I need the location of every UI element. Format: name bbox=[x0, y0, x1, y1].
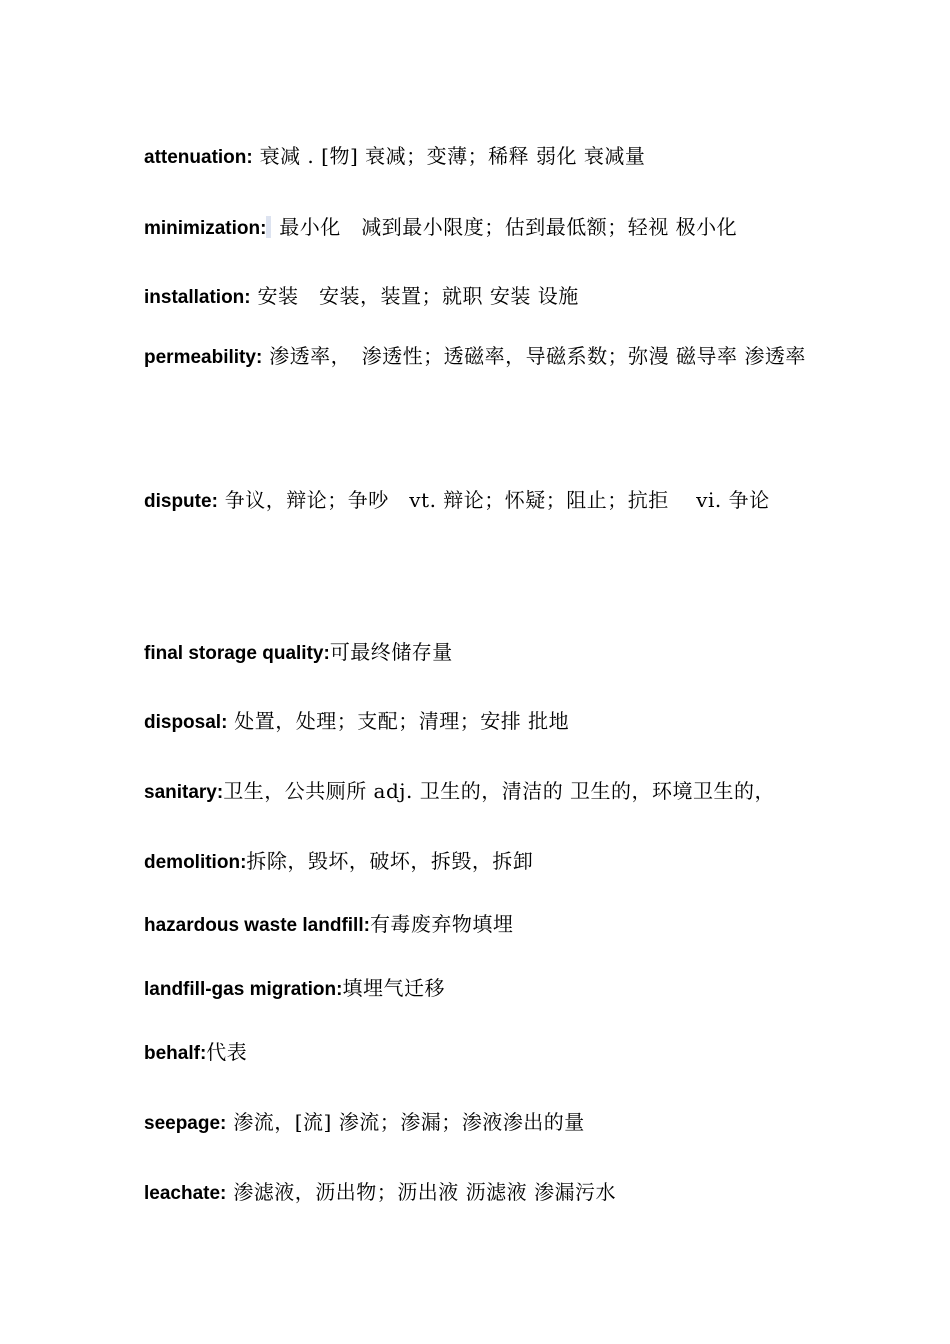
separator: : bbox=[363, 915, 370, 936]
definition: 有毒废弃物填埋 bbox=[369, 912, 514, 936]
term: dispute bbox=[144, 491, 212, 512]
text-cursor bbox=[266, 216, 271, 238]
definition: 渗透率， 渗透性；透磁率，导磁系数；弥漫 磁导率 渗透率 bbox=[262, 344, 806, 368]
term: demolition bbox=[144, 852, 241, 873]
term: hazardous waste landfill bbox=[144, 915, 364, 936]
definition: 拆除，毁坏，破坏，拆毁，拆卸 bbox=[246, 849, 534, 873]
separator: : bbox=[240, 852, 247, 873]
definition: 渗滤液，沥出物；沥出液 沥滤液 渗漏污水 bbox=[226, 1180, 616, 1204]
entry-seepage bbox=[144, 1112, 824, 1134]
entry-dispute bbox=[144, 463, 824, 539]
definition: 衰减 . [物] 衰减；变薄；稀释 弱化 衰减量 bbox=[252, 144, 646, 168]
definition: 安装 安装，装置；就职 安装 设施 bbox=[250, 284, 579, 308]
term: minimization bbox=[144, 218, 261, 239]
term: sanitary: bbox=[144, 782, 224, 803]
entry-attenuation bbox=[144, 146, 824, 168]
definition: 争议，辩论；争吵 vt. 辩论；怀疑；阻止；抗拒 vi. 争论 bbox=[217, 488, 770, 512]
entry-landfill-gas-migration bbox=[144, 978, 824, 1000]
term: permeability bbox=[144, 347, 256, 368]
term: final storage quality bbox=[144, 643, 324, 664]
term: disposal: bbox=[144, 712, 228, 733]
entry-minimization bbox=[144, 216, 824, 239]
definition: 代表 bbox=[206, 1040, 248, 1064]
term: leachate: bbox=[144, 1183, 227, 1204]
separator: : bbox=[260, 218, 267, 239]
definition: 填埋气迁移 bbox=[342, 976, 445, 1000]
entry-leachate bbox=[144, 1182, 824, 1204]
term: behalf: bbox=[144, 1043, 207, 1064]
term: seepage: bbox=[144, 1113, 227, 1134]
entry-hazardous-waste-landfill bbox=[144, 914, 824, 936]
term: landfill-gas migration: bbox=[144, 979, 343, 1000]
definition: 渗流，[流] 渗流；渗漏；渗液渗出的量 bbox=[226, 1110, 585, 1134]
separator: : bbox=[244, 287, 251, 308]
entry-disposal bbox=[144, 711, 824, 733]
entry-demolition bbox=[144, 851, 824, 873]
entry-final-storage-quality bbox=[144, 642, 824, 664]
definition: 卫生，公共厕所 adj. 卫生的，清洁的 卫生的，环境卫生的， bbox=[223, 779, 776, 803]
definition: 最小化 减到最小限度；估到最低额；轻视 极小化 bbox=[272, 215, 738, 239]
definition: 处置，处理；支配；清理；安排 批地 bbox=[227, 709, 570, 733]
separator: : bbox=[211, 491, 218, 512]
entry-sanitary bbox=[144, 781, 824, 803]
definition: 可最终储存量 bbox=[329, 640, 453, 664]
separator: : bbox=[255, 347, 263, 368]
entry-behalf bbox=[144, 1042, 824, 1064]
term: attenuation: bbox=[144, 147, 253, 168]
entry-permeability bbox=[144, 319, 824, 395]
separator: : bbox=[323, 643, 330, 664]
term: installation bbox=[144, 287, 245, 308]
entry-installation bbox=[144, 286, 824, 308]
